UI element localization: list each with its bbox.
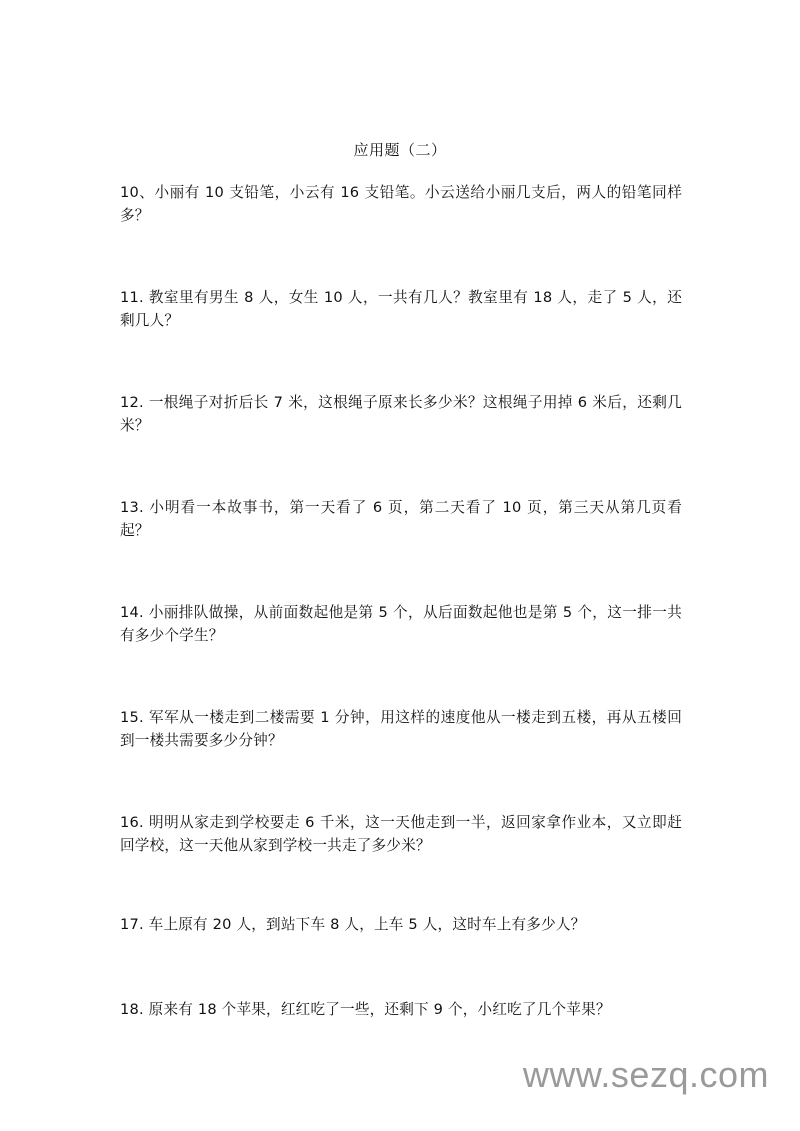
question-12: 12. 一根绳子对折后长 7 米，这根绳子原来长多少米？这根绳子用掉 6 米后，还剩几米？: [120, 394, 682, 434]
watermark: www.sezq.com: [522, 1054, 769, 1095]
page-title: 应用题（二）: [353, 141, 447, 159]
question-16: 16. 明明从家走到学校要走 6 千米，这一天他走到一半，返回家拿作业本，又立即赶回学校，这一天他从家到学校一共走了多少米？: [120, 814, 682, 854]
question-11: 11. 教室里有男生 8 人，女生 10 人，一共有几人？教室里有 18 人，走了 5 人，还剩几人？: [120, 289, 682, 329]
question-13: 13. 小明看一本故事书，第一天看了 6 页，第二天看了 10 页，第三天从第几页看起？: [120, 499, 682, 539]
question-14: 14. 小丽排队做操，从前面数起他是第 5 个，从后面数起他也是第 5 个，这一排一共有多少个学生？: [120, 604, 682, 644]
question-18: 18. 原来有 18 个苹果，红红吃了一些，还剩下 9 个，小红吃了几个苹果？: [120, 1001, 611, 1018]
question-10: 10、小丽有 10 支铅笔，小云有 16 支铅笔。小云送给小丽几支后，两人的铅笔同样多？: [120, 184, 682, 224]
question-17: 17. 车上原有 20 人，到站下车 8 人，上车 5 人，这时车上有多少人？: [120, 916, 586, 933]
question-15: 15. 军军从一楼走到二楼需要 1 分钟，用这样的速度他从一楼走到五楼，再从五楼回到一楼共需要多少分钟？: [120, 709, 682, 749]
